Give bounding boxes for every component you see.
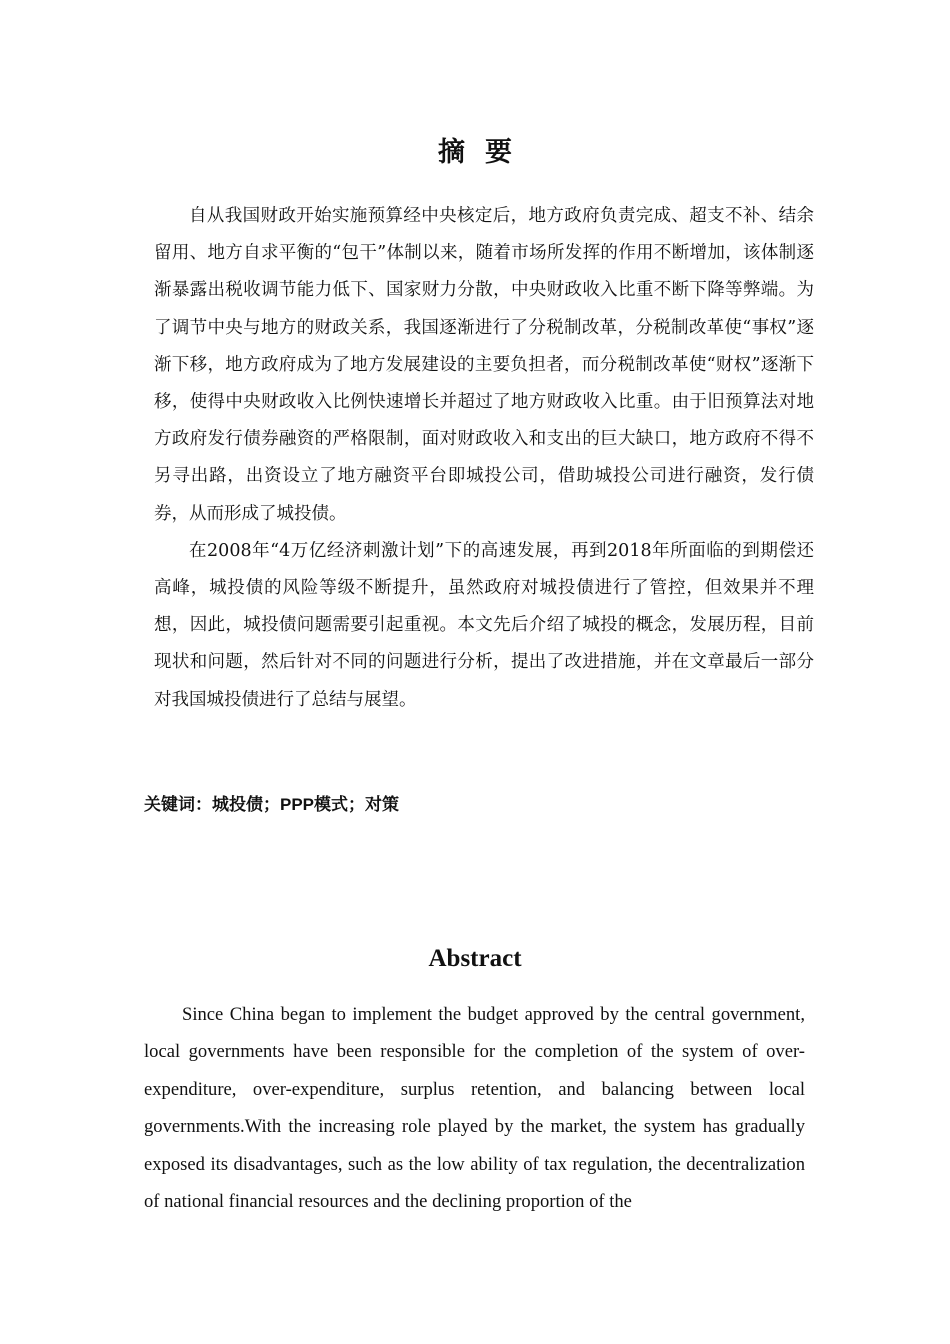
chinese-abstract-title: 摘要 [438, 137, 532, 168]
chinese-keywords: 关键词：城投债；PPP模式；对策 [144, 795, 400, 814]
english-abstract-title: Abstract [428, 945, 522, 972]
chinese-abstract-paragraph-1: 自从我国财政开始实施预算经中央核定后，地方政府负责完成、超支不补、结余留用、地方自求平衡的“包干”体制以来，随着市场所发挥的作用不断增加，该体制逐渐暴露出税收调节能力低下、国家财力分散，中央财政收入比重不断下降等弊端。为了调节中央与地方的财政关系，我国逐渐进行了分税制改革，分税制改革使“事权”逐渐下移，地方政府成为了地方发展建设的主要负担者，而分税制改革使“财权”逐渐下移，使得中央财政收入比例快速增长并超过了地方财政收入比重。由于旧预算法对地方政府发行债券融资的严格限制，面对财政收入和支出的巨大缺口，地方政府不得不另寻出路，出资设立了地方融资平台即城投公司，借助城投公司进行融资，发行债券，从而形成了城投债。 [154, 206, 814, 524]
english-abstract-paragraph: Since China began to implement the budget approved by the central government, local governments have been responsible for the completion of the system of over-expenditure, over-expenditure, surplus retention, and balancing between local governments.With the increasing role played by the market, the system has gradually exposed its disadvantages, such as the low ability of tax regulation, the decentralization of national financial resources and the declining proportion of the [144, 1004, 805, 1213]
chinese-abstract-paragraph-2: 在2008年“4万亿经济刺激计划”下的高速发展，再到2018年所面临的到期偿还高峰，城投债的风险等级不断提升，虽然政府对城投债进行了管控，但效果并不理想，因此，城投债问题需要引起重视。本文先后介绍了城投的概念，发展历程，目前现状和问题，然后针对不同的问题进行分析，提出了改进措施，并在文章最后一部分对我国城投债进行了总结与展望。 [154, 540, 814, 710]
chinese-abstract-body [154, 198, 814, 719]
